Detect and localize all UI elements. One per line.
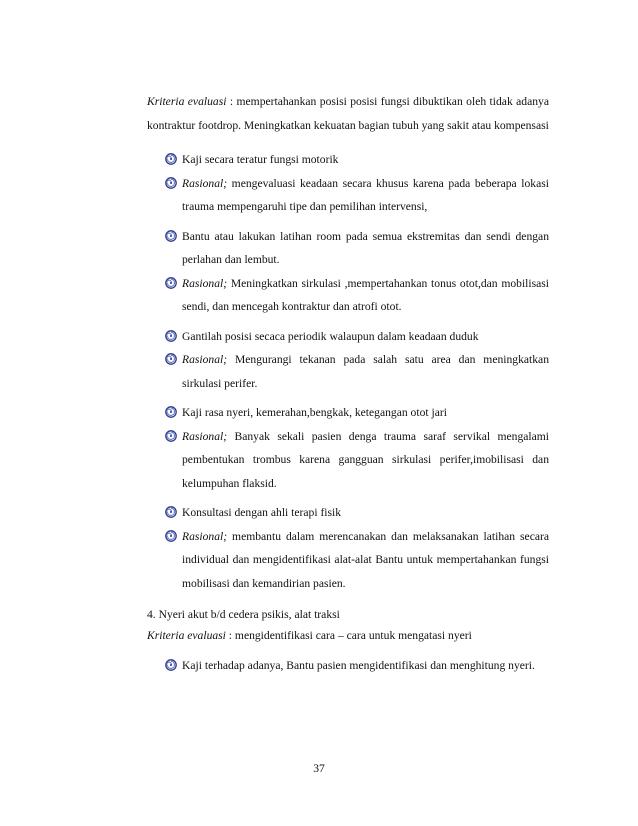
swirl-bullet-icon <box>165 406 177 418</box>
swirl-bullet-icon <box>165 506 177 518</box>
rational-text: membantu dalam merencanakan dan melaksanakan latihan secara individual dan mengidentifikasi alat-alat Bantu untuk mempertahankan fungsi mobilisasi dan kemandirian pasien. <box>182 529 549 590</box>
section-heading: 4. Nyeri akut b/d cedera psikis, alat traksi <box>147 608 340 621</box>
section-criteria-text: : mengidentifikasi cara – cara untuk mengatasi nyeri <box>225 629 472 642</box>
rational-text: mengevaluasi keadaan secara khusus karena pada beberapa lokasi trauma mempengaruhi tipe dan pemilihan intervensi, <box>182 176 549 213</box>
rational-label: Rasional; <box>182 353 228 366</box>
rational-label: Rasional; <box>182 529 228 543</box>
intervention-action <box>147 325 549 349</box>
rational-label: Rasional; <box>182 276 228 290</box>
section-criteria-label: Kriteria evaluasi <box>147 629 226 642</box>
intervention-action <box>147 501 549 525</box>
swirl-bullet-icon <box>165 330 177 342</box>
intervention-action <box>147 225 549 272</box>
intervention-list <box>147 148 549 595</box>
page-number: 37 <box>313 762 325 775</box>
action-text: Kaji secara teratur fungsi motorik <box>182 153 339 166</box>
rational-text: Banyak sekali pasien denga trauma saraf servikal mengalami pembentukan trombus karena gangguan sirkulasi perifer,imobilisasi dan kelumpuhan flaksid. <box>182 429 549 490</box>
intervention-rational <box>147 348 549 395</box>
intervention-group <box>147 501 549 595</box>
swirl-bullet-icon <box>165 430 177 442</box>
intervention-group <box>147 225 549 319</box>
section-bullet-text: Kaji terhadap adanya, Bantu pasien mengidentifikasi dan menghitung nyeri. <box>182 659 535 672</box>
section-bullet <box>147 654 549 678</box>
intervention-rational <box>147 172 549 219</box>
criteria-text: : mempertahankan posisi posisi fungsi dibuktikan oleh tidak adanya kontraktur footdrop. Meningkatkan kekuatan bagian tubuh yang sakit atau kompensasi <box>147 95 549 132</box>
intervention-rational <box>147 272 549 319</box>
intervention-group <box>147 325 549 396</box>
section-criteria <box>147 625 549 646</box>
criteria-label: Kriteria evaluasi <box>147 95 227 108</box>
action-text: Bantu atau lakukan latihan room pada semua ekstremitas dan sendi dengan perlahan dan lembut. <box>182 229 549 266</box>
intervention-group <box>147 401 549 495</box>
document-page <box>147 90 549 678</box>
rational-label: Rasional; <box>182 176 228 190</box>
swirl-bullet-icon <box>165 530 177 542</box>
intervention-action <box>147 401 549 425</box>
intervention-rational <box>147 425 549 496</box>
criteria-paragraph <box>147 90 549 138</box>
rational-text: Mengurangi tekanan pada salah satu area dan meningkatkan sirkulasi perifer. <box>182 353 549 390</box>
rational-text: Meningkatkan sirkulasi ,mempertahankan tonus otot,dan mobilisasi sendi, dan mencegah kontraktur dan atrofi otot. <box>182 276 549 313</box>
section-4 <box>147 604 549 678</box>
intervention-action <box>147 148 549 172</box>
swirl-bullet-icon <box>165 177 177 189</box>
intervention-group <box>147 148 549 219</box>
swirl-bullet-icon <box>165 353 177 365</box>
swirl-bullet-icon <box>165 230 177 242</box>
swirl-bullet-icon <box>165 277 177 289</box>
action-text: Gantilah posisi secaca periodik walaupun dalam keadaan duduk <box>182 329 479 343</box>
action-text: Kaji rasa nyeri, kemerahan,bengkak, ketegangan otot jari <box>182 406 447 419</box>
swirl-bullet-icon <box>165 659 177 671</box>
rational-label: Rasional; <box>182 429 228 443</box>
action-text: Konsultasi dengan ahli terapi fisik <box>182 506 342 519</box>
intervention-rational <box>147 525 549 596</box>
swirl-bullet-icon <box>165 153 177 165</box>
